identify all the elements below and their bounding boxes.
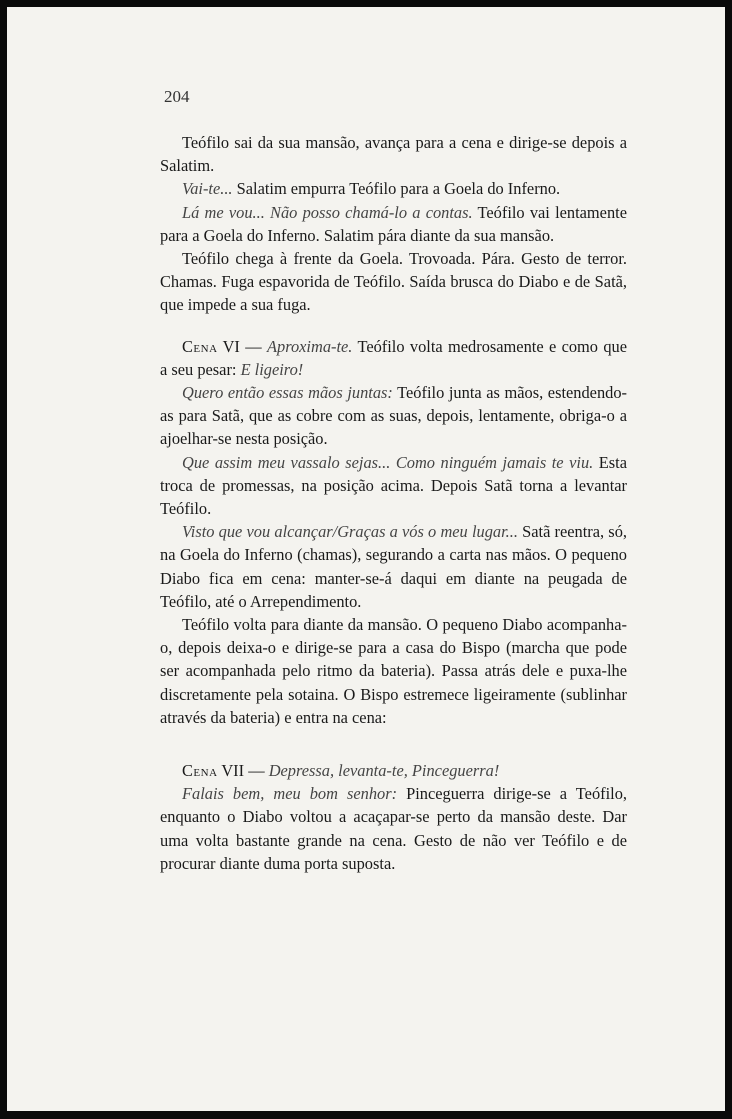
- italic-text: Lá me vou... Não posso chamá-lo a contas.: [182, 202, 473, 222]
- paragraph: [160, 335, 627, 381]
- paragraph: [160, 177, 627, 200]
- text-run: Salatim empurra Teófilo para a Goela do Inferno.: [232, 179, 561, 199]
- paragraph: [160, 381, 627, 451]
- paragraph: [160, 520, 627, 613]
- text-run: VII —: [217, 761, 269, 781]
- italic-text: Vai-te...: [182, 179, 233, 199]
- italic-text: E ligeiro!: [240, 359, 304, 379]
- text-run: Teófilo junta as mãos, estendendo-as para Satã, que as cobre com as suas, depois, lentamente, obriga-o a ajoelhar-se nesta posição.: [160, 383, 627, 449]
- body-text: [160, 131, 627, 875]
- text-run: Satã reentra, só, na Goela do Inferno (chamas), segurando a carta nas mãos. O pequeno Diabo fica em cena: manter-se-á daqui em diante na peugada de Teófilo, até o Arrependimento.: [160, 522, 627, 611]
- scene-label: Cena: [182, 761, 218, 781]
- text-run: Esta troca de promessas, na posição acima. Depois Satã torna a levantar Teófilo.: [160, 452, 627, 519]
- text-run: Teófilo chega à frente da Goela. Trovoada. Pára. Gesto de terror. Chamas. Fuga espavorida de Teófilo. Saída brusca do Diabo e de Satã, que impede a sua fuga.: [160, 249, 627, 315]
- italic-text: Que assim meu vassalo sejas... Como ninguém jamais te viu.: [182, 452, 594, 472]
- italic-text: Quero então essas mãos juntas:: [182, 383, 393, 403]
- text-run: Teófilo vai lentamente para a Goela do Inferno. Salatim pára diante da sua mansão.: [160, 202, 627, 245]
- scene-label: Cena: [182, 336, 218, 356]
- italic-text: Depressa, levanta-te, Pinceguerra!: [268, 761, 500, 781]
- paragraph: [160, 201, 627, 247]
- paragraph: [160, 247, 627, 317]
- italic-text: Visto que vou alcançar/Graças a vós o meu lugar...: [182, 522, 518, 542]
- italic-text: Falais bem, meu bom senhor:: [182, 784, 398, 804]
- text-run: Teófilo volta para diante da mansão. O pequeno Diabo acompanha-o, depois deixa-o e dirige-se para a casa do Bispo (marcha que pode ser acompanhada pelo ritmo da bateria). Passa atrás dele e puxa-lhe discretamente pela sotaina. O Bispo estremece ligeiramente (sublinhar através da bateria) e entra na cena:: [160, 615, 627, 727]
- book-page: [7, 7, 725, 1111]
- paragraph: [160, 131, 627, 177]
- paragraph: [160, 759, 627, 782]
- paragraph: [160, 782, 627, 875]
- italic-text: Aproxima-te.: [266, 336, 353, 356]
- text-run: Pinceguerra dirige-se a Teófilo, enquanto o Diabo voltou a acaçapar-se perto da mansão deste. Dar uma volta bastante grande na cena. Gesto de não ver Teófilo e de procurar diante duma porta suposta.: [160, 784, 628, 873]
- text-run: Teófilo volta medrosamente e como que a seu pesar:: [160, 336, 627, 379]
- text-run: VI —: [217, 336, 267, 356]
- text-run: Teófilo sai da sua mansão, avança para a cena e dirige-se depois a Salatim.: [160, 133, 627, 176]
- page-number: 204: [164, 87, 190, 106]
- paragraph: [160, 451, 627, 521]
- paragraph: [160, 613, 627, 729]
